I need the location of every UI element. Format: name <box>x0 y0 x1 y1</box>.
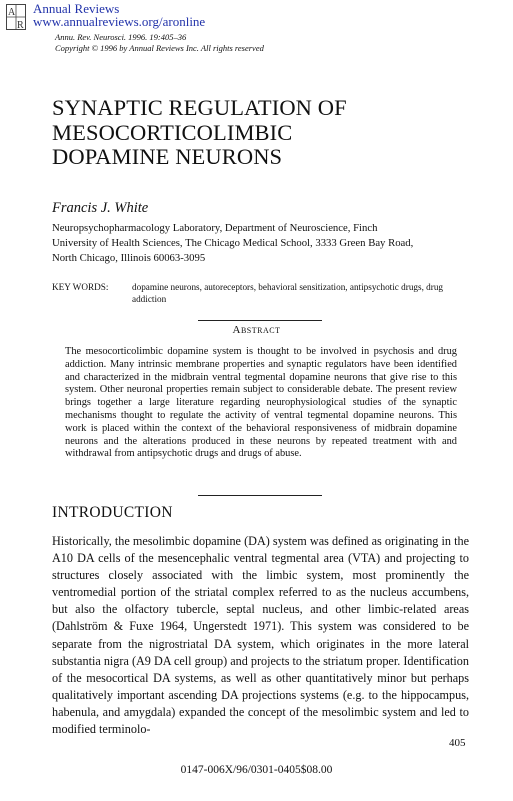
page-number: 405 <box>449 737 466 749</box>
affiliation-line: University of Health Sciences, The Chicago Medical School, 3333 Green Bay Road, <box>52 237 414 249</box>
title-line: SYNAPTIC REGULATION OF <box>52 95 347 120</box>
introduction-heading: INTRODUCTION <box>52 504 173 521</box>
introduction-text: Historically, the mesolimbic dopamine (DA) system was defined as originating in the A10 DA cells of the mesencephalic ventral tegmental area (VTA) and projecting to structures closely associated with the limbic system, most prominently the ventromedial portion of the striatal complex referred to as the nucleus accumbens, but also the olfactory tubercle, septal nucleus, and other limbic-related areas (Dahlström & Fuxe 1964, Ungerstedt 1971). This system was considered to be separate from the nigrostriatal DA system, which originates in the more lateral substantia nigra (A9 DA cell group) and projects to the striatum proper. Identification of the mesocortical DA systems, as well as other quantitatively minor but perhaps qualitatively important ascending DA projections systems (e.g. to the hippocampus, habenula, and amygdala) expanded the concept of the mesolimbic system and led to modified terminolo- <box>52 534 469 737</box>
abstract-heading: Abstract <box>232 324 281 336</box>
svg-text:R: R <box>17 20 24 30</box>
title-line: DOPAMINE NEURONS <box>52 144 283 169</box>
publisher-header <box>6 2 266 32</box>
publisher-name[interactable]: Annual Reviews <box>33 1 120 16</box>
abstract-text: The mesocorticolimbic dopamine system is thought to be involved in psychosis and drug addiction. Many intrinsic membrane properties and synaptic regulators have been identified and characterized in the midbrain ventral tegmental dopamine neurons that give rise to this system. Other neuronal properties remain subject to considerable debate. The present review brings together a large literature regarding neurophysiological studies of the synaptic mechanisms thought to regulate the activity of ventral tegmental dopamine neurons. This work is placed within the context of the behavioral responsiveness of midbrain dopamine neurons and the alterations produced in these neurons by repeated treatment with and withdrawal from antipsychotic drugs and drugs of abuse. <box>65 346 457 460</box>
keywords-label: KEY WORDS: <box>52 282 109 292</box>
footer-code: 0147-006X/96/0301-0405$08.00 <box>180 764 333 776</box>
article-title <box>52 96 347 170</box>
affiliation-line: North Chicago, Illinois 60063-3095 <box>52 252 206 264</box>
copyright-notice: Copyright © 1996 by Annual Reviews Inc. All rights reserved <box>55 43 264 53</box>
author-affiliation <box>52 221 413 266</box>
svg-text:A: A <box>8 7 16 18</box>
journal-reference: Annu. Rev. Neurosci. 1996. 19:405–36 <box>55 32 187 42</box>
abstract-top-rule <box>198 320 322 321</box>
keywords-text: dopamine neurons, autoreceptors, behavioral sensitization, antipsychotic drugs, drug addiction <box>132 282 444 304</box>
annual-reviews-logo-icon <box>6 4 26 30</box>
abstract-bottom-rule <box>198 495 322 496</box>
author-name: Francis J. White <box>52 200 149 216</box>
affiliation-line: Neuropsychopharmacology Laboratory, Department of Neuroscience, Finch <box>52 222 378 234</box>
publisher-url-link[interactable]: www.annualreviews.org/aronline <box>33 14 206 29</box>
title-line: MESOCORTICOLIMBIC <box>52 119 293 145</box>
